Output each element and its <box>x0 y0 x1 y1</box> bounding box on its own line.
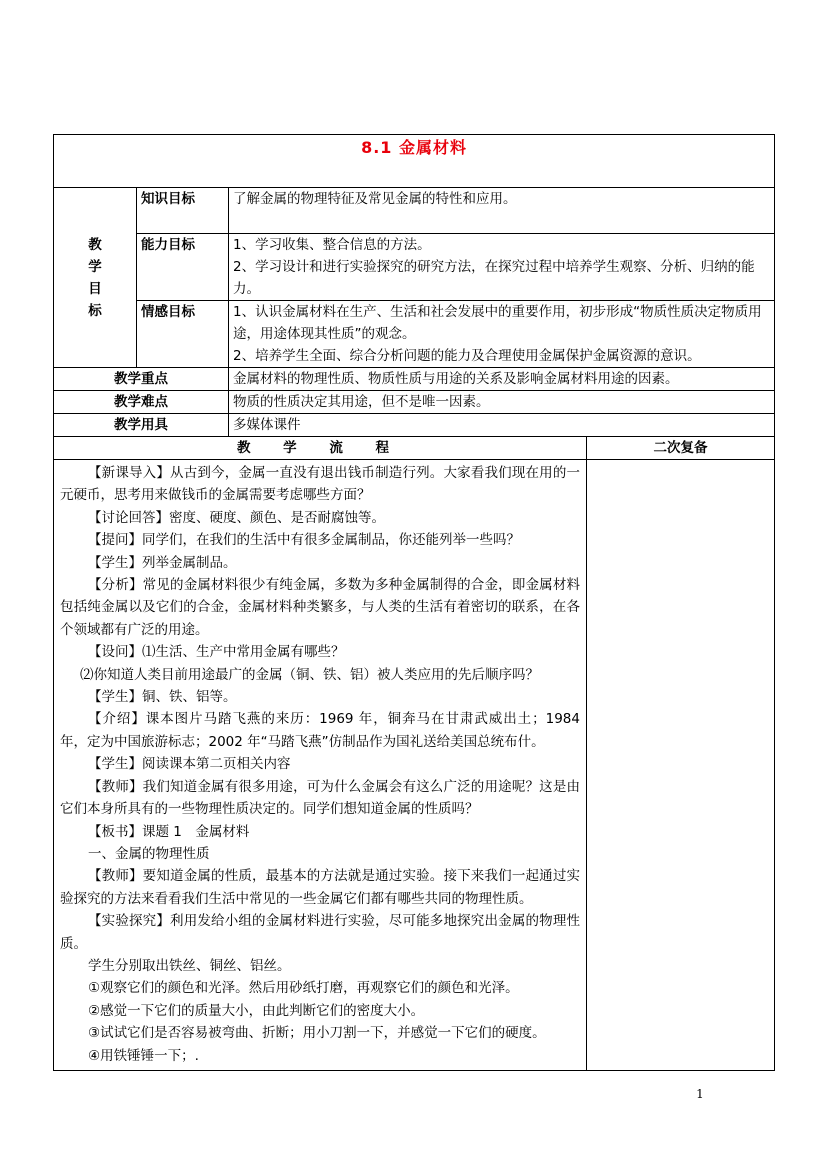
emotion-goal-text: 1、认识金属材料在生产、生活和社会发展中的重要作用，初步形成“物质性质决定物质用途，用途体现其性质”的观念。 2、培养学生全面、综合分析问题的能力及合理使用金属保护金属资源的意识。 <box>229 301 775 368</box>
paragraph: 【教师】我们知道金属有很多用途，可为什么金属会有这么广泛的用途呢？这是由它们本身所具有的一些物理性质决定的。同学们想知道金属的性质吗？ <box>60 778 580 818</box>
paragraph: 一、金属的物理性质 <box>88 845 210 862</box>
paragraph: ③试试它们是否容易被弯曲、折断；用小刀割一下，并感觉一下它们的硬度。 <box>88 1025 546 1042</box>
difficulties-text: 物质的性质决定其用途，但不是唯一因素。 <box>229 391 775 414</box>
key-points-text: 金属材料的物理性质、物质性质与用途的关系及影响金属材料用途的因素。 <box>229 368 775 391</box>
paragraph: 【新课导入】从古到今，金属一直没有退出钱币制造行列。大家看我们现在用的一元硬币，思考用来做钱币的金属需要考虑哪些方面？ <box>60 465 580 504</box>
teaching-flow-content <box>54 460 587 1071</box>
page-number: 1 <box>696 1087 704 1101</box>
emotion-goal-label: 情感目标 <box>137 301 229 368</box>
paragraph: 【讨论回答】密度、硬度、颜色、是否耐腐蚀等。 <box>88 509 385 526</box>
paragraph: 【分析】常见的金属材料很少有纯金属，多数为多种金属制得的合金，即金属材料包括纯金属以及它们的合金，金属材料种类繁多，与人类的生活有着密切的联系，在各个领域都有广泛的用途。 <box>60 577 580 638</box>
knowledge-goal-text: 了解金属的物理特征及常见金属的特性和应用。 <box>229 188 775 234</box>
difficulties-label: 教学难点 <box>54 391 229 414</box>
paragraph: 【设问】⑴生活、生产中常用金属有哪些？ <box>88 644 345 661</box>
paragraph: 【学生】铜、铁、铝等。 <box>88 689 237 706</box>
review-header: 二次复备 <box>587 437 775 460</box>
lesson-title: 8.1 金属材料 <box>361 138 467 157</box>
paragraph: 【教师】要知道金属的性质，最基本的方法就是通过实验。接下来我们一起通过实验探究的方法来看看我们生活中常见的一些金属它们都有哪些共同的物理性质。 <box>60 868 580 907</box>
paragraph: 【实验探究】利用发给小组的金属材料进行实验，尽可能多地探究出金属的物理性质。 <box>60 913 580 952</box>
paragraph: 【学生】阅读课本第二页相关内容 <box>88 756 291 773</box>
paragraph: 【板书】课题 1 金属材料 <box>88 823 250 840</box>
ability-goal-label: 能力目标 <box>137 234 229 301</box>
teaching-flow-header: 教 学 流 程 <box>54 437 587 460</box>
paragraph: ①观察它们的颜色和光泽。然后用砂纸打磨，再观察它们的颜色和光泽。 <box>88 980 519 997</box>
title-cell <box>54 135 775 188</box>
paragraph: ②感觉一下它们的质量大小，由此判断它们的密度大小。 <box>88 1002 425 1019</box>
teaching-tools-text: 多媒体课件 <box>229 414 775 437</box>
key-points-label: 教学重点 <box>54 368 229 391</box>
teaching-tools-label: 教学用具 <box>54 414 229 437</box>
paragraph: ⑵你知道人类目前用途最广的金属（铜、铁、铝）被人类应用的先后顺序吗？ <box>80 666 539 683</box>
review-column <box>587 460 775 1071</box>
paragraph: 【提问】同学们，在我们的生活中有很多金属制品，你还能列举一些吗？ <box>88 532 520 549</box>
paragraph: 【介绍】课本图片马踏飞燕的来历：1969 年，铜奔马在甘肃武威出土；1984 年，定为中国旅游标志；2002 年“马踏飞燕”仿制品作为国礼送给美国总统布什。 <box>60 711 580 750</box>
paragraph: 【学生】列举金属制品。 <box>88 554 237 571</box>
paragraph: ④用铁锤锤一下；. <box>88 1047 199 1064</box>
paragraph: 学生分别取出铁丝、铜丝、铝丝。 <box>88 957 291 974</box>
ability-goal-text: 1、学习收集、整合信息的方法。 2、学习设计和进行实验探究的研究方法，在探究过程中培养学生观察、分析、归纳的能力。 <box>229 234 775 301</box>
objectives-label: 教 学 目 标 <box>54 188 137 368</box>
knowledge-goal-label: 知识目标 <box>137 188 229 234</box>
lesson-plan-table <box>53 134 775 1071</box>
